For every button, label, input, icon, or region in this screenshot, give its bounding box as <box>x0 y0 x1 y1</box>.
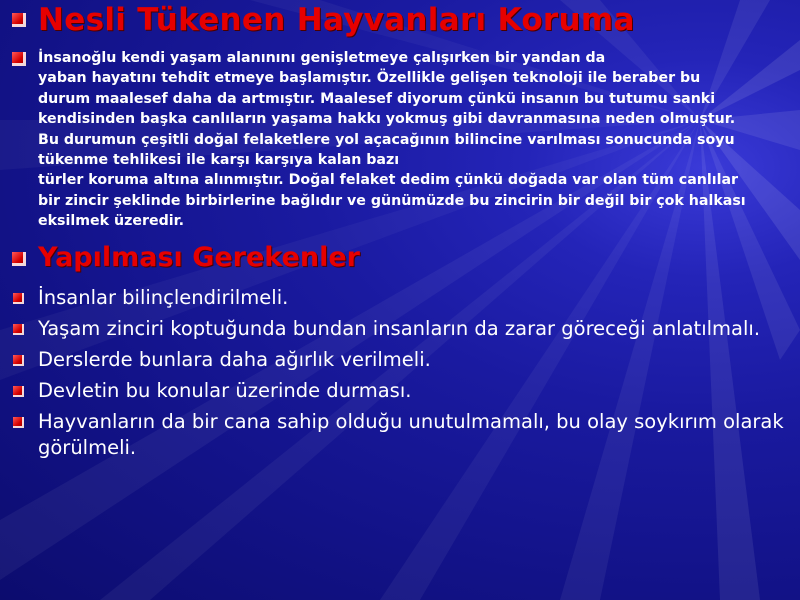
title-bullet-icon <box>12 13 26 27</box>
paragraph-line: Bu durumun çeşitli doğal felaketlere yol açacağının bilincine varılması sonucunda soyu <box>38 131 735 148</box>
list-item: Yaşam zinciri koptuğunda bundan insanların da zarar göreceği anlatılmalı. <box>38 317 761 340</box>
list-item: Derslerde bunlara daha ağırlık verilmeli. <box>38 348 431 371</box>
list-bullet-icon <box>13 417 24 428</box>
list-item: İnsanlar bilinçlendirilmeli. <box>38 286 289 309</box>
list-bullet-icon <box>13 355 24 366</box>
paragraph-line: bir zincir şeklinde birbirlerine bağlıdır ve günümüzde bu zincirin bir değil bir çok halkası <box>38 192 746 209</box>
list-item: Hayvanların da bir cana sahip olduğu unutulmamalı, bu olay soykırım olarak görülmeli. <box>38 410 784 459</box>
section-subtitle: Yapılması Gerekenler <box>38 242 360 273</box>
list-item: Devletin bu konular üzerinde durması. <box>38 379 412 402</box>
paragraph-line: eksilmek üzeredir. <box>38 213 184 230</box>
list-bullet-icon <box>13 293 24 304</box>
slide-title: Nesli Tükenen Hayvanları Koruma <box>38 2 635 38</box>
paragraph-line: kendisinden başka canlıların yaşama hakkı yokmuş gibi davranmasına neden olmuştur. <box>38 111 736 128</box>
paragraph-bullet-icon <box>12 52 26 66</box>
paragraph-line: tükenme tehlikesi ile karşı karşıya kalan bazı <box>38 152 400 169</box>
subtitle-bullet-icon <box>12 252 26 266</box>
paragraph-line: durum maalesef daha da artmıştır. Maalesef diyorum çünkü insanın bu tutumu sanki <box>38 90 716 107</box>
paragraph-line: türler koruma altına alınmıştır. Doğal felaket dedim çünkü doğada var olan tüm canlılar <box>38 172 739 189</box>
list-bullet-icon <box>13 324 24 335</box>
paragraph-line: yaban hayatını tehdit etmeye başlamıştır. Özellikle gelişen teknoloji ile beraber bu <box>38 70 701 87</box>
list-bullet-icon <box>13 386 24 397</box>
paragraph-line: İnsanoğlu kendi yaşam alanınını genişletmeye çalışırken bir yandan da <box>38 50 606 66</box>
intro-paragraph <box>38 48 796 232</box>
